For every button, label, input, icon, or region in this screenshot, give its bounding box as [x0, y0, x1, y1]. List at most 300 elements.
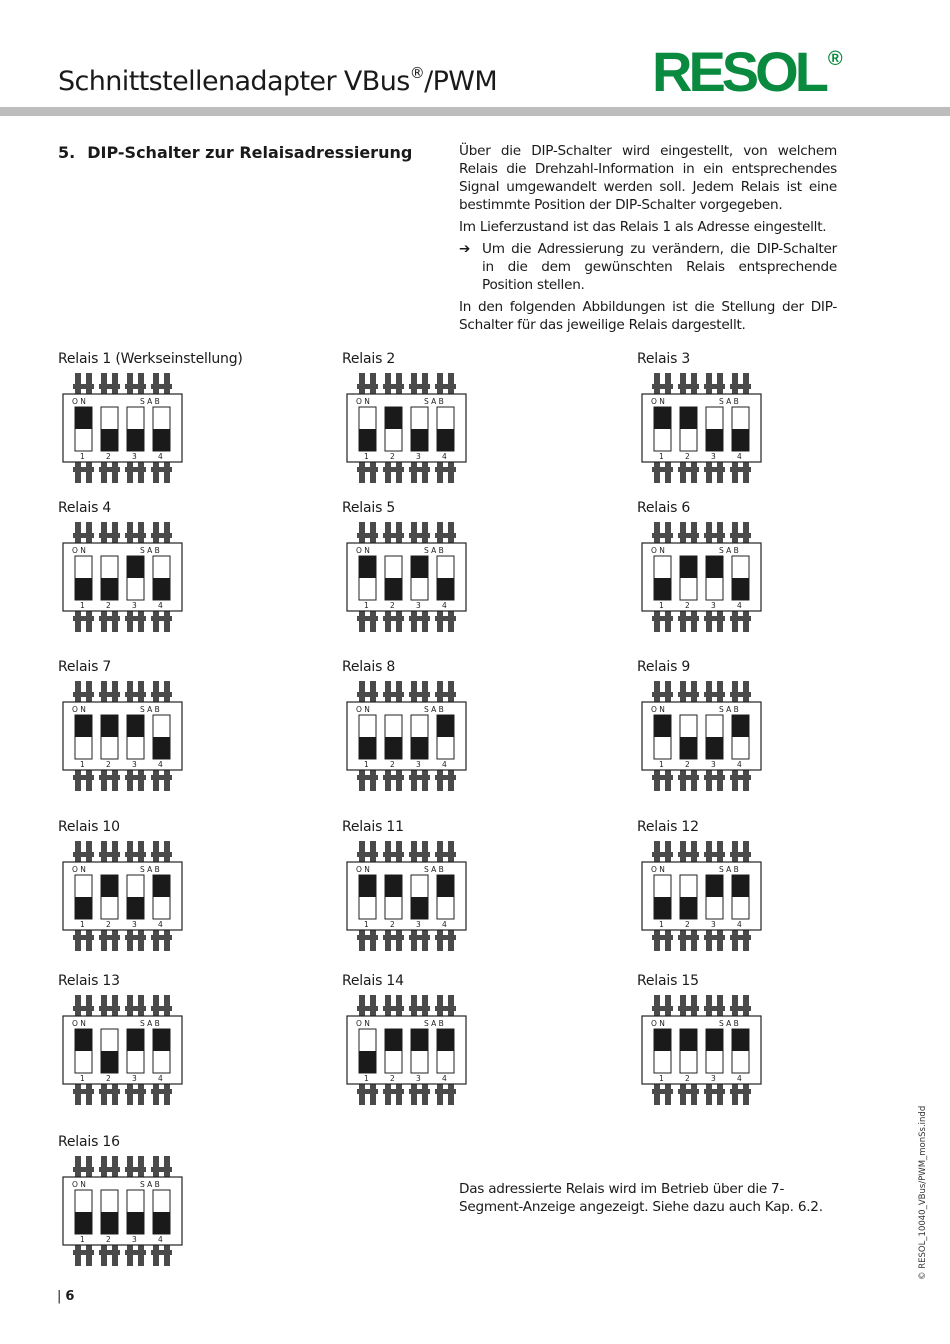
dip-switch — [641, 373, 763, 489]
pin-bar-bottom-1 — [652, 467, 673, 472]
switch-1-off — [75, 578, 92, 600]
dip-switch — [346, 373, 468, 489]
dip-on-label: O N — [356, 865, 370, 874]
switch-number-4: 4 — [158, 1074, 163, 1083]
dip-sab-label: S A B — [140, 865, 160, 874]
pin-bar-bottom-3 — [409, 616, 430, 621]
pin-bar-top-4 — [151, 852, 172, 857]
pin-bar-top-2 — [678, 384, 699, 389]
switch-number-2: 2 — [106, 1074, 111, 1083]
dip-sab-label: S A B — [719, 705, 739, 714]
relay-label: Relais 6 — [637, 500, 691, 516]
switch-number-4: 4 — [442, 601, 447, 610]
pin-bar-bottom-2 — [678, 467, 699, 472]
relay-label: Relais 15 — [637, 973, 699, 989]
pin-bar-bottom-4 — [435, 1089, 456, 1094]
pin-bar-bottom-4 — [151, 467, 172, 472]
intro-text — [459, 142, 837, 338]
dip-sab-label: S A B — [140, 1019, 160, 1028]
relay-4-block — [58, 500, 288, 640]
switch-number-2: 2 — [685, 920, 690, 929]
pin-bar-bottom-4 — [435, 616, 456, 621]
switch-2-off — [101, 578, 118, 600]
pin-bar-bottom-1 — [652, 775, 673, 780]
pin-bar-bottom-2 — [99, 616, 120, 621]
relay-label: Relais 3 — [637, 351, 691, 367]
dip-switch — [62, 1156, 184, 1272]
pin-bar-bottom-1 — [652, 935, 673, 940]
switch-number-1: 1 — [80, 601, 85, 610]
pin-bar-bottom-2 — [99, 775, 120, 780]
pin-bar-bottom-3 — [125, 1250, 146, 1255]
dip-sab-label: S A B — [719, 1019, 739, 1028]
pin-bar-top-4 — [151, 1006, 172, 1011]
switch-number-2: 2 — [390, 601, 395, 610]
pin-bar-top-2 — [383, 384, 404, 389]
pin-bar-top-4 — [730, 852, 751, 857]
switch-number-3: 3 — [711, 920, 716, 929]
switch-3-on — [706, 875, 723, 897]
pin-bar-top-4 — [435, 384, 456, 389]
pin-bar-top-3 — [704, 1006, 725, 1011]
pin-bar-bottom-4 — [730, 616, 751, 621]
switch-number-3: 3 — [132, 452, 137, 461]
switch-1-on — [359, 556, 376, 578]
pin-bar-top-3 — [704, 852, 725, 857]
switch-number-3: 3 — [416, 1074, 421, 1083]
dip-sab-label: S A B — [424, 397, 444, 406]
pin-bar-top-1 — [357, 533, 378, 538]
switch-1-off — [359, 737, 376, 759]
pin-bar-top-3 — [409, 533, 430, 538]
switch-3-on — [127, 715, 144, 737]
relay-16-block — [58, 1134, 288, 1274]
pin-bar-bottom-1 — [357, 467, 378, 472]
switch-number-1: 1 — [364, 452, 369, 461]
pin-bar-top-2 — [99, 852, 120, 857]
dip-sab-label: S A B — [424, 705, 444, 714]
relay-label: Relais 13 — [58, 973, 120, 989]
switch-2-on — [680, 407, 697, 429]
pin-bar-top-1 — [73, 1167, 94, 1172]
relay-1-block — [58, 351, 288, 491]
pin-bar-top-4 — [435, 692, 456, 697]
relay-14-block — [342, 973, 572, 1113]
dip-switch — [62, 373, 184, 489]
switch-number-3: 3 — [416, 601, 421, 610]
dip-switch — [641, 841, 763, 957]
switch-number-2: 2 — [685, 452, 690, 461]
dip-on-label: O N — [356, 1019, 370, 1028]
relay-5-block — [342, 500, 572, 640]
dip-on-label: O N — [356, 705, 370, 714]
switch-1-off — [75, 897, 92, 919]
pin-bar-bottom-3 — [409, 467, 430, 472]
switch-number-3: 3 — [711, 1074, 716, 1083]
pin-bar-top-4 — [435, 533, 456, 538]
switch-number-3: 3 — [711, 601, 716, 610]
switch-number-1: 1 — [364, 1074, 369, 1083]
switch-3-off — [706, 737, 723, 759]
pin-bar-top-3 — [125, 533, 146, 538]
file-credit: © RESOL_10040_VBus/PWM_monSs.indd — [918, 1105, 928, 1280]
dip-sab-label: S A B — [424, 546, 444, 555]
dip-switch-diagram — [62, 522, 184, 634]
pin-bar-top-2 — [99, 1167, 120, 1172]
dip-sab-label: S A B — [719, 865, 739, 874]
pin-bar-top-4 — [730, 384, 751, 389]
dip-sab-label: S A B — [140, 1180, 160, 1189]
dip-switch — [346, 841, 468, 957]
dip-switch — [346, 995, 468, 1111]
relay-11-block — [342, 819, 572, 959]
pin-bar-bottom-1 — [652, 1089, 673, 1094]
pin-bar-bottom-3 — [125, 1089, 146, 1094]
pin-bar-bottom-1 — [73, 467, 94, 472]
dip-on-label: O N — [356, 546, 370, 555]
dip-switch — [62, 995, 184, 1111]
pin-bar-bottom-2 — [99, 467, 120, 472]
pin-bar-bottom-2 — [99, 1089, 120, 1094]
pin-bar-top-1 — [73, 533, 94, 538]
pin-bar-top-1 — [652, 1006, 673, 1011]
pin-bar-bottom-3 — [704, 1089, 725, 1094]
switch-2-on — [385, 1029, 402, 1051]
pin-bar-bottom-4 — [435, 935, 456, 940]
relay-9-block — [637, 659, 867, 799]
switch-2-on — [385, 407, 402, 429]
pin-bar-bottom-1 — [73, 1250, 94, 1255]
switch-2-on — [680, 1029, 697, 1051]
switch-2-off — [385, 737, 402, 759]
switch-number-2: 2 — [106, 920, 111, 929]
relay-13-block — [58, 973, 288, 1113]
dip-sab-label: S A B — [424, 1019, 444, 1028]
pin-bar-bottom-4 — [151, 1250, 172, 1255]
instruction-step — [459, 240, 837, 294]
switch-1-on — [654, 715, 671, 737]
pin-bar-bottom-3 — [704, 775, 725, 780]
switch-4-off — [437, 429, 454, 451]
section-title: DIP-Schalter zur Relaisadressierung — [87, 143, 413, 162]
switch-2-off — [385, 578, 402, 600]
intro-paragraph-2: Im Lieferzustand ist das Relais 1 als Adresse eingestellt. — [459, 219, 827, 235]
switch-3-off — [127, 1212, 144, 1234]
switch-number-3: 3 — [132, 760, 137, 769]
switch-number-2: 2 — [106, 1235, 111, 1244]
dip-on-label: O N — [72, 546, 86, 555]
switch-number-4: 4 — [737, 1074, 742, 1083]
pin-bar-top-1 — [357, 1006, 378, 1011]
switch-3-on — [127, 1029, 144, 1051]
dip-switch — [641, 522, 763, 638]
switch-3-on — [411, 556, 428, 578]
pin-bar-bottom-2 — [678, 775, 699, 780]
dip-switch — [62, 522, 184, 638]
dip-on-label: O N — [72, 705, 86, 714]
switch-number-4: 4 — [442, 1074, 447, 1083]
dip-sab-label: S A B — [719, 397, 739, 406]
relay-label: Relais 2 — [342, 351, 396, 367]
section-heading — [58, 143, 412, 162]
pin-bar-bottom-4 — [730, 935, 751, 940]
header-divider — [0, 107, 950, 116]
switch-2-on — [385, 875, 402, 897]
dip-switch-diagram — [62, 373, 184, 485]
pin-bar-top-1 — [652, 692, 673, 697]
dip-sab-label: S A B — [140, 705, 160, 714]
switch-1-off — [359, 429, 376, 451]
pin-bar-top-2 — [678, 692, 699, 697]
pin-bar-top-2 — [383, 852, 404, 857]
switch-number-1: 1 — [80, 452, 85, 461]
relay-7-block — [58, 659, 288, 799]
dip-switch-diagram — [641, 522, 763, 634]
pin-bar-bottom-3 — [704, 467, 725, 472]
dip-on-label: O N — [72, 1019, 86, 1028]
pin-bar-top-1 — [357, 384, 378, 389]
pin-bar-bottom-3 — [125, 616, 146, 621]
pin-bar-bottom-2 — [99, 1250, 120, 1255]
pin-bar-top-4 — [151, 692, 172, 697]
switch-1-on — [654, 407, 671, 429]
switch-number-2: 2 — [685, 601, 690, 610]
switch-3-off — [127, 897, 144, 919]
intro-paragraph-3: In den folgenden Abbildungen ist die Stellung der DIP-Schalter für das jeweilige Relais dargestellt. — [459, 299, 837, 333]
pin-bar-top-3 — [125, 852, 146, 857]
relay-label: Relais 9 — [637, 659, 691, 675]
switch-1-off — [75, 1212, 92, 1234]
pin-bar-top-1 — [73, 852, 94, 857]
pin-bar-top-3 — [125, 692, 146, 697]
pin-bar-bottom-2 — [383, 935, 404, 940]
switch-2-off — [101, 1051, 118, 1073]
pin-bar-top-4 — [151, 1167, 172, 1172]
switch-number-1: 1 — [364, 920, 369, 929]
switch-2-on — [101, 715, 118, 737]
section-number: 5. — [58, 143, 76, 162]
switch-number-3: 3 — [416, 760, 421, 769]
switch-number-4: 4 — [442, 760, 447, 769]
pin-bar-bottom-1 — [73, 775, 94, 780]
pin-bar-top-3 — [125, 1006, 146, 1011]
dip-sab-label: S A B — [719, 546, 739, 555]
switch-3-on — [706, 556, 723, 578]
dip-on-label: O N — [72, 865, 86, 874]
pin-bar-top-2 — [99, 384, 120, 389]
switch-4-off — [732, 578, 749, 600]
pin-bar-bottom-2 — [678, 935, 699, 940]
relay-label: Relais 11 — [342, 819, 404, 835]
switch-2-off — [680, 737, 697, 759]
relay-label: Relais 10 — [58, 819, 120, 835]
pin-bar-bottom-4 — [151, 935, 172, 940]
relay-10-block — [58, 819, 288, 959]
switch-number-1: 1 — [80, 1235, 85, 1244]
pin-bar-bottom-3 — [125, 775, 146, 780]
relay-label: Relais 16 — [58, 1134, 120, 1150]
switch-number-1: 1 — [364, 601, 369, 610]
switch-2-on — [680, 556, 697, 578]
pin-bar-bottom-4 — [730, 1089, 751, 1094]
dip-switch-diagram — [346, 841, 468, 953]
dip-on-label: O N — [651, 546, 665, 555]
pin-bar-bottom-2 — [383, 775, 404, 780]
switch-2-on — [101, 875, 118, 897]
switch-number-1: 1 — [659, 452, 664, 461]
pin-bar-top-3 — [409, 692, 430, 697]
switch-4-off — [732, 429, 749, 451]
switch-1-on — [75, 715, 92, 737]
pin-bar-top-4 — [730, 692, 751, 697]
dip-switch-diagram — [346, 373, 468, 485]
switch-number-2: 2 — [106, 452, 111, 461]
switch-number-1: 1 — [364, 760, 369, 769]
pin-bar-top-4 — [730, 533, 751, 538]
pin-bar-bottom-1 — [652, 616, 673, 621]
relay-2-block — [342, 351, 572, 491]
switch-number-4: 4 — [737, 760, 742, 769]
dip-switch — [62, 841, 184, 957]
switch-number-2: 2 — [106, 601, 111, 610]
switch-3-off — [127, 429, 144, 451]
switch-4-off — [153, 578, 170, 600]
relay-3-block — [637, 351, 867, 491]
dip-on-label: O N — [72, 1180, 86, 1189]
switch-3-off — [411, 429, 428, 451]
switch-1-on — [654, 1029, 671, 1051]
dip-switch — [346, 681, 468, 797]
pin-bar-top-3 — [125, 384, 146, 389]
dip-sab-label: S A B — [140, 546, 160, 555]
pin-bar-top-3 — [704, 384, 725, 389]
document-title: Schnittstellenadapter VBus®/PWM — [58, 64, 498, 97]
pin-bar-bottom-2 — [383, 467, 404, 472]
switch-1-on — [75, 407, 92, 429]
switch-number-4: 4 — [158, 920, 163, 929]
switch-number-1: 1 — [659, 601, 664, 610]
switch-number-4: 4 — [442, 920, 447, 929]
switch-3-on — [706, 1029, 723, 1051]
dip-switch-diagram — [62, 681, 184, 793]
pin-bar-top-2 — [383, 533, 404, 538]
switch-number-4: 4 — [158, 601, 163, 610]
switch-4-off — [437, 578, 454, 600]
intro-paragraph-1: Über die DIP-Schalter wird eingestellt, von welchem Relais die Drehzahl-Information in ein entsprechendes Signal umgewandelt werden soll. Jedem Relais ist eine bestimmte Position der DIP-Schalter vorgegeben. — [459, 143, 837, 213]
switch-2-off — [101, 1212, 118, 1234]
pin-bar-top-4 — [730, 1006, 751, 1011]
switch-number-1: 1 — [80, 920, 85, 929]
switch-number-3: 3 — [711, 452, 716, 461]
switch-number-4: 4 — [442, 452, 447, 461]
switch-2-off — [680, 897, 697, 919]
switch-number-4: 4 — [158, 452, 163, 461]
dip-switch-diagram — [62, 1156, 184, 1268]
pin-bar-top-2 — [678, 533, 699, 538]
pin-bar-bottom-2 — [383, 616, 404, 621]
pin-bar-top-3 — [409, 1006, 430, 1011]
switch-3-off — [411, 737, 428, 759]
switch-4-off — [153, 737, 170, 759]
dip-switch-diagram — [641, 681, 763, 793]
dip-on-label: O N — [72, 397, 86, 406]
switch-number-2: 2 — [390, 452, 395, 461]
switch-3-off — [411, 897, 428, 919]
switch-number-4: 4 — [158, 760, 163, 769]
switch-3-on — [127, 556, 144, 578]
dip-switch-diagram — [346, 522, 468, 634]
pin-bar-bottom-3 — [409, 935, 430, 940]
pin-bar-bottom-1 — [73, 935, 94, 940]
relay-label: Relais 1 (Werkseinstellung) — [58, 351, 243, 367]
pin-bar-bottom-4 — [435, 775, 456, 780]
switch-1-off — [359, 1051, 376, 1073]
pin-bar-bottom-4 — [151, 775, 172, 780]
pin-bar-top-1 — [73, 384, 94, 389]
switch-number-3: 3 — [132, 1074, 137, 1083]
relay-label: Relais 7 — [58, 659, 112, 675]
relay-label: Relais 8 — [342, 659, 396, 675]
dip-switch-diagram — [641, 841, 763, 953]
dip-switch-diagram — [641, 995, 763, 1107]
switch-number-2: 2 — [390, 1074, 395, 1083]
dip-on-label: O N — [651, 1019, 665, 1028]
switch-number-3: 3 — [416, 920, 421, 929]
switch-1-on — [359, 875, 376, 897]
relay-8-block — [342, 659, 572, 799]
switch-3-on — [411, 1029, 428, 1051]
relay-label: Relais 14 — [342, 973, 404, 989]
relay-15-block — [637, 973, 867, 1113]
relay-12-block — [637, 819, 867, 959]
resol-logo: RESOL ® — [652, 40, 843, 103]
pin-bar-top-1 — [73, 692, 94, 697]
dip-switch-diagram — [641, 373, 763, 485]
pin-bar-top-2 — [678, 852, 699, 857]
pin-bar-bottom-3 — [409, 1089, 430, 1094]
switch-4-on — [153, 1029, 170, 1051]
pin-bar-top-3 — [409, 852, 430, 857]
switch-number-3: 3 — [416, 452, 421, 461]
switch-4-off — [153, 429, 170, 451]
dip-sab-label: S A B — [140, 397, 160, 406]
switch-number-1: 1 — [659, 920, 664, 929]
dip-switch — [346, 522, 468, 638]
switch-4-on — [732, 875, 749, 897]
footer-note: Das adressierte Relais wird im Betrieb über die 7-Segment-Anzeige angezeigt. Siehe dazu auch Kap. 6.2. — [459, 1181, 823, 1215]
pin-bar-bottom-4 — [151, 616, 172, 621]
dip-on-label: O N — [651, 705, 665, 714]
pin-bar-top-3 — [704, 533, 725, 538]
relay-6-block — [637, 500, 867, 640]
pin-bar-bottom-1 — [73, 616, 94, 621]
pin-bar-bottom-3 — [125, 467, 146, 472]
pin-bar-bottom-2 — [678, 616, 699, 621]
switch-number-2: 2 — [685, 1074, 690, 1083]
switch-number-4: 4 — [737, 452, 742, 461]
switch-1-off — [654, 897, 671, 919]
pin-bar-top-4 — [151, 384, 172, 389]
pin-bar-top-2 — [383, 692, 404, 697]
pin-bar-bottom-1 — [357, 616, 378, 621]
pin-bar-top-1 — [357, 692, 378, 697]
dip-sab-label: S A B — [424, 865, 444, 874]
pin-bar-top-3 — [704, 692, 725, 697]
switch-4-on — [437, 715, 454, 737]
pin-bar-bottom-2 — [383, 1089, 404, 1094]
switch-number-2: 2 — [106, 760, 111, 769]
pin-bar-top-1 — [357, 852, 378, 857]
